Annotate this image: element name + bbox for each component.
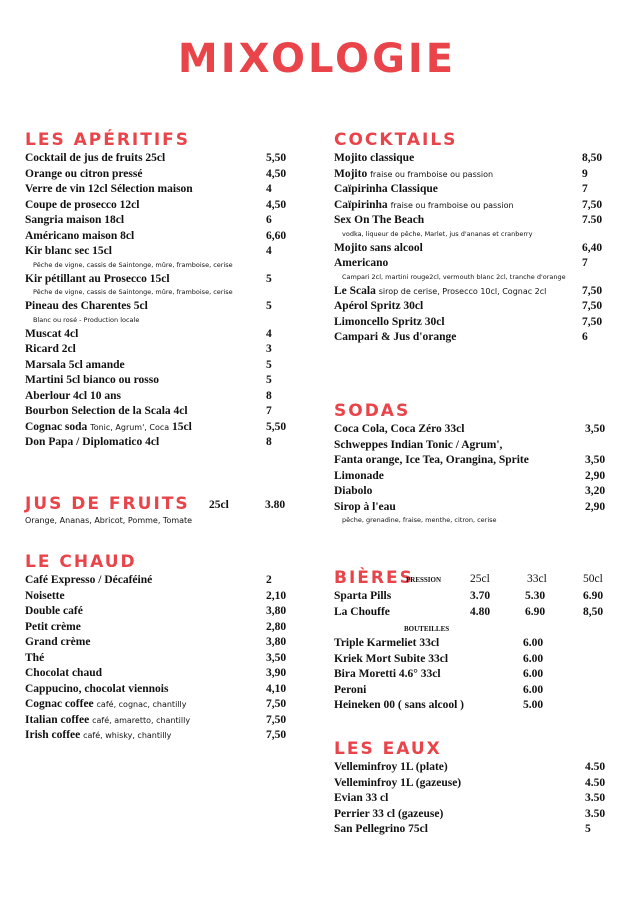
menu-item: [334, 183, 609, 199]
item-note: Pêche de vigne, cassis de Saintonge, mûre, framboise, cerise: [33, 260, 233, 269]
item-name: Le Scala sirop de cerise, Prosecco 10cl, Cognac 2cl: [334, 284, 547, 297]
menu-item: [25, 421, 300, 437]
item-detail: fraise ou framboise ou passion: [390, 200, 514, 210]
chaud-section: [25, 552, 300, 745]
menu-item: [334, 792, 609, 808]
item-price: 8: [266, 436, 272, 448]
item-name: Mojito classique: [334, 152, 415, 164]
item-price: 7.50: [582, 214, 603, 226]
item-name: Campari & Jus d'orange: [334, 331, 457, 343]
menu-item: [334, 257, 609, 273]
item-name: Heineken 00 ( sans alcool ): [334, 699, 465, 711]
bieres-section: [334, 568, 614, 715]
beer-price: 8,50: [583, 605, 604, 618]
item-name: Grand crème: [25, 636, 91, 648]
item-price: 7: [266, 405, 272, 417]
item-note: Campari 2cl, martini rouge2cl, vermouth blanc 2cl, tranche d'orange: [342, 272, 566, 281]
item-name: Americano: [334, 257, 389, 269]
item-name: Velleminfroy 1L (plate): [334, 761, 448, 773]
item-price: 5: [266, 374, 272, 386]
item-name: Noisette: [25, 589, 65, 602]
jus-price: 3.80: [265, 499, 286, 511]
sodas-list: [334, 423, 609, 528]
jus-section: [25, 494, 315, 525]
menu-item: [25, 698, 300, 714]
item-price: 5: [266, 272, 272, 285]
item-price: 7: [582, 257, 588, 269]
item-name: Kir blanc sec 15cl: [25, 245, 112, 257]
item-price: 4: [266, 327, 272, 340]
item-price: 9: [582, 167, 588, 180]
item-price: 2,10: [266, 589, 287, 602]
item-price: 2,80: [266, 620, 287, 633]
menu-item: [334, 242, 609, 258]
item-note: pêche, grenadine, fraise, menthe, citron, cerise: [342, 516, 497, 524]
item-name: Schweppes Indian Tonic / Agrum',: [334, 438, 503, 451]
menu-item: [25, 436, 300, 452]
pression-list: [334, 590, 614, 621]
cocktails-section: [334, 130, 609, 347]
item-name: San Pellegrino 75cl: [334, 823, 428, 835]
item-name: Marsala 5cl amande: [25, 358, 125, 371]
item-name: Double café: [25, 605, 83, 617]
item-name: Coca Cola, Coca Zéro 33cl: [334, 423, 465, 435]
menu-item: [25, 245, 300, 261]
beer-row: [334, 606, 614, 622]
eaux-section: [334, 739, 609, 839]
menu-item: [25, 230, 300, 246]
item-name: Don Papa / Diplomatico 4cl: [25, 436, 160, 448]
menu-item: [25, 390, 300, 406]
item-name: Ricard 2cl: [25, 343, 76, 355]
item-price: 3.50: [585, 792, 606, 804]
cocktails-list: [334, 152, 609, 347]
menu-item: [334, 454, 609, 470]
item-name: Diabolo: [334, 485, 373, 497]
item-note: Pêche de vigne, cassis de Saintonge, mûre, framboise, cerise: [33, 288, 233, 296]
item-price: 5,50: [266, 152, 287, 164]
eaux-heading: LES EAUX: [334, 739, 442, 759]
menu-item: [334, 152, 609, 168]
menu-item: [25, 359, 300, 375]
item-name: Limoncello Spritz 30cl: [334, 315, 445, 328]
item-price: 5: [585, 823, 591, 835]
menu-item: [25, 214, 300, 230]
item-price: 7,50: [266, 713, 287, 726]
item-name: Chocolat chaud: [25, 667, 102, 679]
item-price: 6: [582, 331, 588, 343]
menu-item: [334, 777, 609, 793]
item-price: 4.50: [585, 761, 606, 773]
chaud-heading: LE CHAUD: [25, 552, 137, 572]
bouteilles-label: BOUTEILLES: [404, 625, 450, 633]
menu-item: [334, 316, 609, 332]
item-price: 8: [266, 389, 272, 402]
item-note: vodka, liqueur de pêche, Marlet, jus d'ananas et cranberry: [342, 229, 533, 238]
menu-item: [25, 636, 300, 652]
bieres-heading: BIÈRES: [334, 568, 414, 588]
item-price: 6.00: [523, 652, 544, 665]
item-price: 6,60: [266, 229, 287, 242]
item-price: 4,10: [266, 682, 287, 695]
item-name: Petit crème: [25, 620, 81, 633]
cocktails-heading: COCKTAILS: [334, 130, 458, 150]
aperitifs-list: [25, 152, 300, 452]
aperitifs-heading: LES APÉRITIFS: [25, 130, 191, 150]
item-price: 2: [266, 574, 272, 586]
item-price: 4.50: [585, 776, 606, 789]
menu-item: [334, 668, 614, 684]
menu-title: MIXOLOGIE: [177, 36, 457, 82]
menu-item: [25, 168, 300, 184]
item-price: 6,40: [582, 241, 603, 254]
aperitifs-section: [25, 130, 300, 452]
menu-item: [334, 653, 614, 669]
menu-item: [25, 199, 300, 215]
item-price: 6: [266, 214, 272, 226]
item-price: 7,50: [582, 284, 603, 297]
item-name: Orange ou citron pressé: [25, 167, 143, 180]
item-name: Cocktail de jus de fruits 25cl: [25, 152, 166, 164]
item-price: 7,50: [582, 315, 603, 328]
menu-item: [334, 485, 609, 501]
item-detail: café, cognac, chantilly: [96, 700, 187, 709]
item-name: Peroni: [334, 683, 367, 696]
item-price: 6.00: [523, 683, 544, 696]
menu-item: [334, 331, 609, 347]
beer-price: 4.80: [470, 605, 491, 618]
item-detail: café, whisky, chantilly: [83, 731, 172, 740]
menu-item: [25, 683, 300, 699]
item-price: 4,50: [266, 198, 287, 211]
menu-item: [334, 761, 609, 777]
menu-item: [334, 423, 609, 439]
item-price: 2,90: [585, 469, 606, 482]
sodas-section: [334, 401, 609, 528]
menu-item: [25, 605, 300, 621]
item-price: 3,50: [266, 651, 287, 664]
item-detail: fraise ou framboise ou passion: [370, 169, 494, 179]
item-price: 4: [266, 183, 272, 195]
beer-price: 6.90: [583, 590, 604, 602]
item-price: 5,50: [266, 420, 287, 433]
menu-item: [334, 300, 609, 316]
item-price: 5: [266, 358, 272, 371]
item-price: 7,50: [582, 198, 603, 211]
size-25cl: 25cl: [470, 573, 490, 585]
menu-item: [334, 439, 609, 455]
item-name: Mojito fraise ou framboise ou passion: [334, 167, 494, 180]
item-note: Blanc ou rosé - Production locale: [33, 315, 140, 324]
jus-list: Orange, Ananas, Abricot, Pomme, Tomate: [25, 516, 193, 525]
menu-item: [25, 328, 300, 344]
item-name: Caïpirinha fraise ou framboise ou passion: [334, 198, 514, 211]
item-detail: sirop de cerise, Prosecco 10cl, Cognac 2cl: [378, 286, 547, 296]
item-name: Thé: [25, 651, 45, 664]
item-name: Verre de vin 12cl Sélection maison: [25, 183, 193, 195]
item-name: Apérol Spritz 30cl: [334, 300, 424, 312]
bouteilles-list: [334, 637, 614, 715]
menu-item: [334, 808, 609, 824]
item-price: 3,20: [585, 485, 606, 497]
menu-item: [25, 152, 300, 168]
menu-item: [25, 667, 300, 683]
item-name: Cappucino, chocolat viennois: [25, 682, 169, 695]
item-price: 4: [266, 245, 272, 257]
beer-name: La Chouffe: [334, 605, 390, 618]
jus-heading: JUS DE FRUITS: [25, 494, 190, 514]
menu-item: [25, 183, 300, 199]
menu-item: [25, 729, 300, 745]
item-name: Perrier 33 cl (gazeuse): [334, 807, 444, 820]
item-name: Américano maison 8cl: [25, 229, 135, 242]
jus-size: 25cl: [209, 499, 229, 511]
menu-item: [25, 621, 300, 637]
item-name: Velleminfroy 1L (gazeuse): [334, 776, 462, 789]
item-name: Irish coffee café, whisky, chantilly: [25, 729, 172, 741]
item-name: Limonade: [334, 469, 384, 482]
item-name: Mojito sans alcool: [334, 241, 423, 254]
item-price: 5.00: [523, 699, 544, 711]
item-price: 8,50: [582, 152, 603, 164]
item-name: Evian 33 cl: [334, 792, 389, 804]
item-name: Café Expresso / Décaféiné: [25, 574, 153, 586]
item-name: Cognac soda Tonic, Agrum', Coca 15cl: [25, 420, 192, 433]
menu-item: [334, 637, 614, 653]
item-name: Sex On The Beach: [334, 214, 425, 226]
item-name: Caïpirinha Classique: [334, 183, 438, 195]
item-price: 7,50: [266, 729, 287, 741]
item-price: 3,90: [266, 667, 287, 679]
menu-item: [334, 699, 614, 715]
menu-item: [25, 374, 300, 390]
item-price: 3,50: [585, 423, 606, 435]
item-name: Pineau des Charentes 5cl: [25, 300, 148, 312]
item-price: 6.00: [523, 668, 544, 680]
item-name: Muscat 4cl: [25, 327, 79, 340]
menu-item: [25, 574, 300, 590]
size-50cl: 50cl: [583, 573, 603, 585]
item-price: 3,80: [266, 605, 287, 617]
menu-item: [25, 405, 300, 421]
item-name: Kriek Mort Subite 33cl: [334, 652, 449, 665]
item-name: Bourbon Selection de la Scala 4cl: [25, 405, 188, 417]
beer-price: 3.70: [470, 590, 491, 602]
item-name: Cognac coffee café, cognac, chantilly: [25, 698, 187, 710]
menu-item: [25, 652, 300, 668]
chaud-list: [25, 574, 300, 745]
item-price: 3,50: [585, 454, 606, 466]
item-name: Coupe de prosecco 12cl: [25, 198, 140, 211]
menu-item: [25, 273, 300, 289]
menu-item: [334, 501, 609, 517]
beer-price: 5.30: [525, 590, 546, 602]
menu-item: [334, 470, 609, 486]
menu-item: [334, 285, 609, 301]
sodas-heading: SODAS: [334, 401, 411, 421]
beer-price: 6.90: [525, 605, 546, 618]
size-33cl: 33cl: [527, 573, 547, 585]
item-price: 2,90: [585, 500, 606, 513]
menu-item: [334, 214, 609, 230]
menu-item: [334, 823, 609, 839]
item-price: 3: [266, 343, 272, 355]
item-name: Italian coffee café, amaretto, chantilly: [25, 713, 191, 726]
item-detail: Tonic, Agrum', Coca: [90, 422, 170, 432]
item-name: Sangria maison 18cl: [25, 214, 125, 226]
pression-label: PRESSION: [406, 576, 442, 584]
menu-item: [334, 684, 614, 700]
menu-item: [25, 714, 300, 730]
item-price: 6.00: [523, 637, 544, 649]
item-name: Bira Moretti 4.6° 33cl: [334, 668, 441, 680]
beer-row: [334, 590, 614, 606]
item-name: Sirop à l'eau: [334, 500, 396, 513]
menu-item: [25, 343, 300, 359]
item-price: 4,50: [266, 167, 287, 180]
item-price: 7,50: [266, 698, 287, 710]
item-name: Aberlour 4cl 10 ans: [25, 389, 121, 402]
menu-item: [25, 300, 300, 316]
item-name: Fanta orange, Ice Tea, Orangina, Sprite: [334, 454, 529, 466]
item-name: Triple Karmeliet 33cl: [334, 637, 440, 649]
eaux-list: [334, 761, 609, 839]
item-price: 3.50: [585, 807, 606, 820]
item-name: Martini 5cl bianco ou rosso: [25, 374, 159, 386]
item-price: 5: [266, 300, 272, 312]
item-price: 7,50: [582, 300, 603, 312]
item-name: Kir pétillant au Prosecco 15cl: [25, 272, 170, 285]
menu-item: [25, 590, 300, 606]
item-price: 3,80: [266, 636, 287, 648]
item-price: 7: [582, 183, 588, 195]
menu-item: [334, 199, 609, 215]
beer-name: Sparta Pills: [334, 590, 392, 602]
menu-item: [334, 168, 609, 184]
item-detail: café, amaretto, chantilly: [92, 715, 191, 725]
